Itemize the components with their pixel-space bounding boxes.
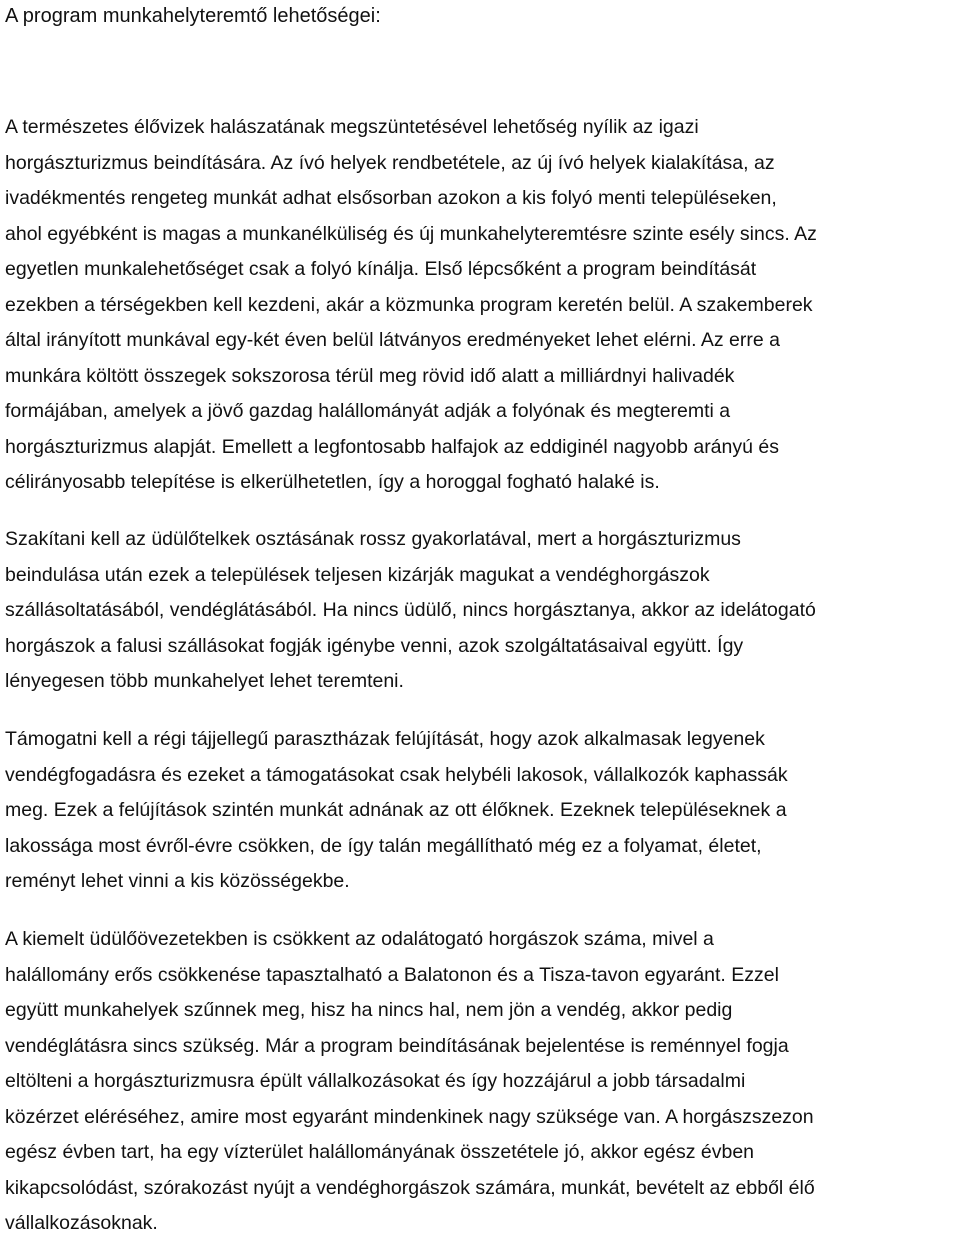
text-line: beindulása után ezek a települések teljesen kizárják magukat a vendéghorgászok bbox=[5, 563, 710, 586]
text-line: lakossága most évről-évre csökken, de így talán megállítható még ez a folyamat, életet, bbox=[5, 834, 762, 857]
text-line: Támogatni kell a régi tájjellegű parasztházak felújítását, hogy azok alkalmasak legyenek bbox=[5, 728, 765, 750]
text-line: halállomány erős csökkenése tapasztalható a Balatonon és a Tisza-tavon egyaránt. Ezzel bbox=[5, 963, 779, 986]
text-line: formájában, amelyek a jövő gazdag halállományát adják a folyónak és megteremti a bbox=[5, 400, 731, 422]
text-line: vállalkozásoknak. bbox=[5, 1212, 158, 1234]
document-title: A program munkahelyteremtő lehetőségei: bbox=[5, 5, 381, 27]
text-line: munkára költött összegek sokszorosa térül meg rövid idő alatt a milliárdnyi halivadék bbox=[5, 364, 735, 387]
text-line: vendégfogadásra és ezeket a támogatásokat csak helybéli lakosok, vállalkozók kaphassák bbox=[5, 763, 788, 786]
text-line: együtt munkahelyek szűnnek meg, hisz ha nincs hal, nem jön a vendég, akkor pedig bbox=[5, 999, 733, 1021]
text-line: ivadékmentés rengeteg munkát adhat elsősorban azokon a kis folyó menti településeken, bbox=[5, 187, 777, 209]
text-line: ezekben a térségekben kell kezdeni, akár a közmunka program keretén belül. A szakemberek bbox=[5, 293, 813, 316]
paragraph-2 bbox=[5, 522, 958, 700]
paragraph-3 bbox=[5, 722, 958, 900]
text-line: reményt lehet vinni a kis közösségekbe. bbox=[5, 870, 350, 892]
text-line: kikapcsolódást, szórakozást nyújt a vendéghorgászok számára, munkát, bevételt az ebből élő bbox=[5, 1176, 815, 1199]
text-line: lényegesen több munkahelyet lehet teremteni. bbox=[5, 670, 404, 692]
text-line: vendéglátásra sincs szükség. Már a program beindításának bejelentése is reménnyel fogja bbox=[5, 1034, 789, 1057]
text-line: célirányosabb telepítése is elkerülhetetlen, így a horoggal fogható halaké is. bbox=[5, 471, 660, 493]
text-line: Szakítani kell az üdülőtelkek osztásának rossz gyakorlatával, mert a horgászturizmus bbox=[5, 528, 741, 550]
text-line: A természetes élővizek halászatának megszüntetésével lehetőség nyílik az igazi bbox=[5, 116, 699, 138]
text-line: horgászturizmus alapját. Emellett a legfontosabb halfajok az eddiginél nagyobb arányú és bbox=[5, 435, 779, 458]
text-line: egész évben tart, ha egy vízterület halállományának összetétele jó, akkor egész évben bbox=[5, 1141, 755, 1163]
text-line: közérzet eléréséhez, amire most egyaránt mindenkinek nagy szüksége van. A horgászszezon bbox=[5, 1105, 814, 1128]
paragraph-1 bbox=[5, 110, 958, 501]
text-line: eltölteni a horgászturizmusra épült vállalkozásokat és így hozzájárul a jobb társadalmi bbox=[5, 1070, 746, 1092]
text-line: által irányított munkával egy-két éven belül látványos eredményeket lehet elérni. Az erre a bbox=[5, 329, 781, 351]
text-line: egyetlen munkalehetőséget csak a folyó kínálja. Első lépcsőként a program beindítását bbox=[5, 258, 757, 280]
text-line: szállásoltatásából, vendéglátásából. Ha nincs üdülő, nincs horgásztanya, akkor az idelátogató bbox=[5, 599, 816, 621]
paragraph-4 bbox=[5, 922, 958, 1242]
text-line: horgászturizmus beindítására. Az ívó helyek rendbetétele, az új ívó helyek kialakítása, az bbox=[5, 151, 775, 174]
text-line: horgászok a falusi szállásokat fogják igénybe venni, azok szolgáltatásaival együtt. Így bbox=[5, 634, 744, 657]
text-line: A kiemelt üdülőövezetekben is csökkent az odalátogató horgászok száma, mivel a bbox=[5, 928, 714, 950]
text-line: ahol egyébként is magas a munkanélküliség és új munkahelyteremtésre szinte esély sincs. Az bbox=[5, 222, 817, 245]
text-line: meg. Ezek a felújítások szintén munkát adnának az ott élőknek. Ezeknek településeknek a bbox=[5, 799, 787, 821]
